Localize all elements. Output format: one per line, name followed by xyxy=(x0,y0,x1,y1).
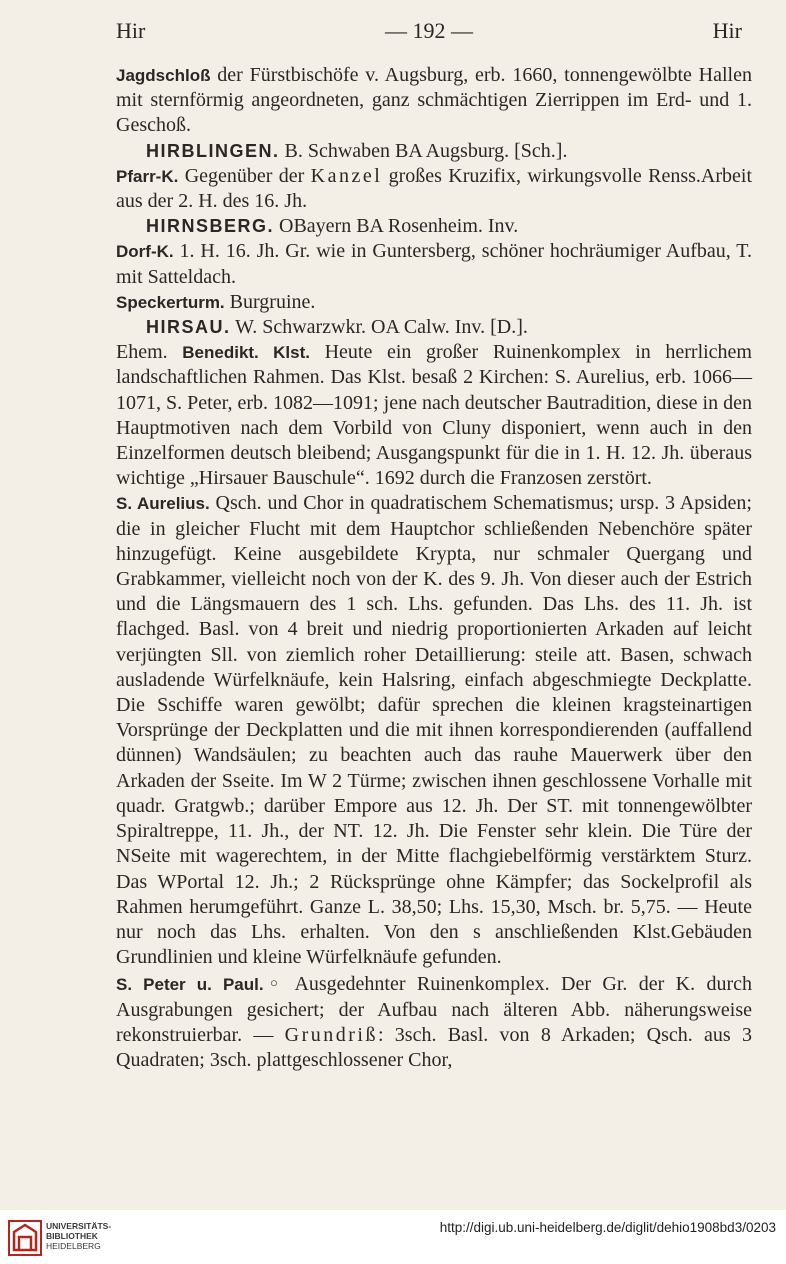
page-number: — 192 — xyxy=(385,18,473,43)
library-name xyxy=(46,1221,111,1251)
entry-lead: Speckerturm. xyxy=(116,292,225,312)
entry-text: B. Schwaben BA Augsburg. [Sch.]. xyxy=(279,139,568,162)
entry-hirsau xyxy=(116,315,752,340)
body-text xyxy=(116,63,752,1073)
entry-text: OBayern BA Rosenheim. Inv. xyxy=(274,215,519,238)
entry-text: : 3sch. Basl. von 8 Arkaden; Qsch. aus 3 Quadraten; 3sch. plattgeschlossener Chor, xyxy=(116,1023,752,1071)
entry-text: der Fürstbischöfe v. Augsburg, erb. 1660, tonnengewölbte Hallen mit sternförmig angeordneten, ganz schmächtigen Zierrippen im Erd- und 1. Geschoß. xyxy=(116,64,752,137)
entry-lead: S. Aurelius. xyxy=(116,494,210,514)
entry-text: Qsch. und Chor in quadratischem Schematismus; ursp. 3 Apsiden; die in gleicher Flucht mit dem Hauptchor schließenden Nebenchöre später hinzugefügt. Keine ausgebildete Krypta, nur schmaler Quergang und Grabkammer, vielleicht noch von der K. des 9. Jh. Von dieser auch der Estrich und die Längsmauern des 1 sch. Lhs. gefunden. Das Lhs. des 11. Jh. ist flachged. Basl. von 4 breit und niedrig proportionierten Arkaden auf leicht verjüngten Sll. von ziemlich roher Detaillierung: steile att. Basen, schwach ausladende Würfelknäufe, kein Halsring, einfach abgeschmiegte Deckplatte. Die Sschiffe waren gewölbt; dafür sprechen die kleinen kragsteinartigen Vorsprünge der Deckplatten und die mit ihnen korrespondierenden (auffallend dünnen) Wandsäulen; zu beachten auch das rauhe Mauerwerk über den Arkaden der Sseite. Im W 2 Türme; zwischen ihnen geschlossene Vorhalle mit quadr. Gratgwb.; darüber Empore aus 12. Jh. Der ST. mit tonnengewölbter Spiraltreppe, 11. Jh., der NT. 12. Jh. Die Fenster sehr klein. Die Türe der NSeite mit wagerechtem, in der Mitte flachgiebelförmig verstärktem Sturz. Das WPortal 12. Jh.; 2 Rücksprünge ohne Kämpfer; das Sockelprofil als Rahmen herumgeführt. Ganze L. 38,50; Lhs. 15,30, Msch. br. 5,75. — Heute nur noch das Lhs. erhalten. Von den s anschließenden Klst.Gebäuden Grundlinien und kleine Würfelknäufe gefunden. xyxy=(116,492,752,969)
entry-text: Heute ein großer Ruinenkomplex in herrlichem landschaftlichen Rahmen. Das Klst. besaß 2 Kirchen: S. Aurelius, erb. 1066—1071, S. Peter, erb. 1082—1091; jene nach deutscher Bautradition, diese in den Hauptmotiven nach dem Vorbild von Cluny disponiert, wenn auch in den Einzelformen deutsch bleibend; Ausgangspunkt für die in 1. H. 12. Jh. überaus wichtige „Hirsauer Bauschule“. 1692 durch die Franzosen zerstört. xyxy=(116,341,752,490)
entry-lead: Pfarr-K. xyxy=(116,166,179,186)
entry-benedikt-klst xyxy=(116,340,752,491)
entry-hirblingen xyxy=(116,139,752,164)
place-heading: HIRNSBERG. xyxy=(146,216,275,237)
place-heading: HIRBLINGEN. xyxy=(146,140,280,161)
header-left: Hir xyxy=(116,18,146,43)
entry-text: Ausgedehnter Ruinenkomplex. Der Gr. der K. durch Ausgrabungen gesichert; der Aufbau nach älteren Abb. näherungsweise rekonstruierbar. — xyxy=(116,973,752,1046)
entry-speckerturm xyxy=(116,290,752,315)
library-logo-icon xyxy=(8,1220,42,1256)
spaced-term: Kanzel xyxy=(310,164,383,187)
entry-hirnsberg xyxy=(116,214,752,239)
entry-pfarr-k xyxy=(116,164,752,214)
entry-s-peter-u-paul xyxy=(116,970,752,1073)
entry-lead: Benedikt. Klst. xyxy=(182,343,310,363)
circle-mark: ○ xyxy=(263,975,285,991)
library-line: HEIDELBERG xyxy=(46,1241,101,1251)
place-heading: HIRSAU. xyxy=(146,317,231,338)
entry-lead: Dorf-K. xyxy=(116,242,174,262)
spaced-term: Grundriß xyxy=(284,1023,378,1046)
header-right: Hir xyxy=(712,18,742,43)
entry-s-aurelius xyxy=(116,491,752,970)
source-url-link[interactable]: http://digi.ub.uni-heidelberg.de/diglit/dehio1908bd3/0203 xyxy=(439,1220,776,1235)
entry-text: W. Schwarzwkr. OA Calw. Inv. [D.]. xyxy=(230,316,528,339)
entry-prefix: Ehem. xyxy=(116,341,183,364)
entry-lead: S. Peter u. Paul. xyxy=(116,975,264,995)
entry-jagdschloss xyxy=(116,63,752,139)
footer-bar xyxy=(0,1210,786,1264)
logo-door xyxy=(19,1237,31,1250)
running-header xyxy=(116,18,742,48)
library-line: BIBLIOTHEK xyxy=(46,1231,98,1241)
entry-lead: Jagdschloß xyxy=(116,66,211,85)
entry-dorf-k xyxy=(116,239,752,289)
entry-text: großes Kruzifix, wirkungsvolle Renss.Arbeit aus der 2. H. des 16. Jh. xyxy=(116,164,752,213)
entry-text: Burgruine. xyxy=(224,290,316,313)
library-line: UNIVERSITÄTS- xyxy=(46,1221,112,1231)
entry-text: 1. H. 16. Jh. Gr. wie in Guntersberg, schöner hochräumiger Aufbau, T. mit Satteldach. xyxy=(116,240,752,288)
entry-text: Gegenüber der xyxy=(178,164,311,187)
